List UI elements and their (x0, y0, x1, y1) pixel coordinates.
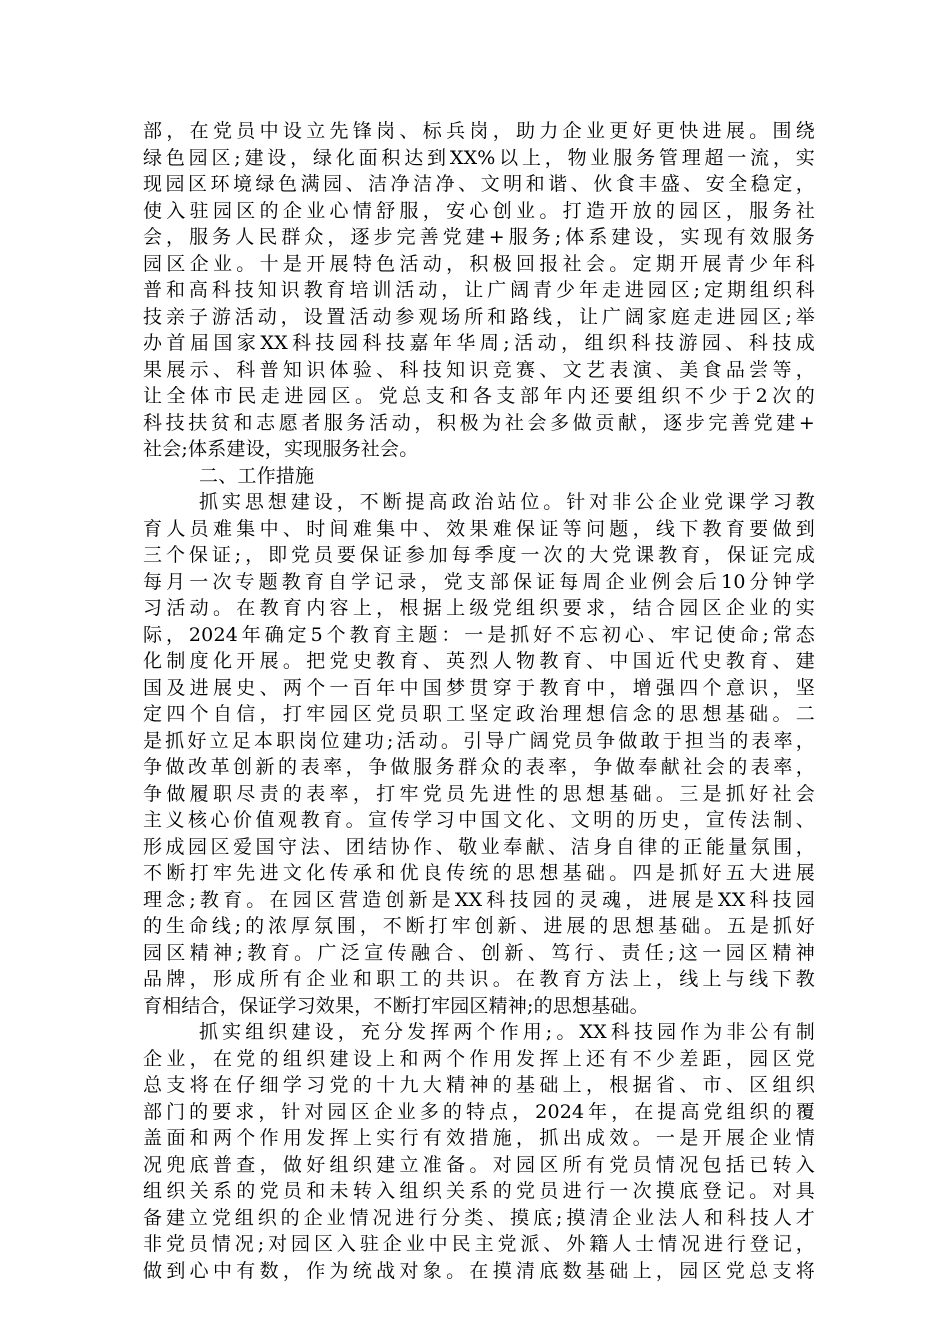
text-line: 让全体市民走进园区。党总支和各支部年内还要组织不少于2次的 (143, 385, 815, 407)
text-line: 际，2024年确定5个教育主题：一是抓好不忘初心、牢记使命;常态 (143, 623, 815, 646)
text-line: 形成园区爱国守法、团结协作、敬业奉献、洁身自律的正能量氛围， (143, 835, 815, 858)
text-line: 普和高科技知识教育培训活动，让广阔青少年走进园区;定期组织科 (143, 279, 815, 301)
text-line: 习活动。在教育内容上，根据上级党组织要求，结合园区企业的实 (143, 597, 815, 619)
text-line: 部门的要求，针对园区企业多的特点，2024年，在提高党组织的覆 (143, 1100, 815, 1123)
text-line: 育相结合，保证学习效果，不断打牢园区精神;的思想基础。 (143, 994, 649, 1017)
text-line: 国及进展史、两个一百年中国梦贯穿于教育中，增强四个意识，坚 (143, 676, 815, 699)
text-line: 每月一次专题教育自学记录，党支部保证每周企业例会后10分钟学 (143, 570, 815, 593)
text-line: 部，在党员中设立先锋岗、标兵岗，助力企业更好更快进展。围绕 (143, 120, 815, 142)
text-line: 定四个自信，打牢园区党员职工坚定政治理想信念的思想基础。二 (143, 703, 815, 725)
text-line: 非党员情况;对园区入驻企业中民主党派、外籍人士情况进行登记， (143, 1233, 815, 1255)
text-line: 抓实组织建设，充分发挥两个作用;。XX科技园作为非公有制 (199, 1021, 815, 1043)
text-line: 现园区环境绿色满园、洁净洁净、文明和谐、伙食丰盛、安全稳定， (143, 173, 815, 195)
text-line: 组织关系的党员和未转入组织关系的党员进行一次摸底登记。对具 (143, 1180, 815, 1202)
text-line: 育人员难集中、时间难集中、效果难保证等问题，线下教育要做到 (143, 517, 815, 540)
text-line: 争做履职尽责的表率，打牢党员先进性的思想基础。三是抓好社会 (143, 782, 815, 805)
text-line: 况兜底普查，做好组织建立准备。对园区所有党员情况包括已转入 (143, 1153, 815, 1176)
text-line: 盖面和两个作用发挥上实行有效措施，抓出成效。一是开展企业情 (143, 1127, 815, 1149)
text-line: 争做改革创新的表率，争做服务群众的表率，争做奉献社会的表率， (143, 756, 815, 778)
text-line: 办首届国家XX科技园科技嘉年华周;活动，组织科技游园、科技成 (143, 332, 815, 354)
text-line: 做到心中有数，作为统战对象。在摸清底数基础上，园区党总支将 (143, 1259, 815, 1282)
text-line: 园区精神;教育。广泛宣传融合、创新、笃行、责任;这一园区精神 (143, 941, 815, 964)
text-line: 品牌，形成所有企业和职工的共识。在教育方法上，线上与线下教 (143, 968, 815, 990)
text-line: 园区企业。十是开展特色活动，积极回报社会。定期开展青少年科 (143, 252, 815, 275)
section-heading: 二、工作措施 (199, 464, 315, 487)
text-line: 果展示、科普知识体验、科技知识竞赛、文艺表演、美食品尝等， (143, 358, 815, 381)
text-line: 绿色园区;建设，绿化面积达到XX%以上，物业服务管理超一流，实 (143, 146, 815, 169)
text-line: 化制度化开展。把党史教育、英烈人物教育、中国近代史教育、建 (143, 650, 815, 672)
text-line: 三个保证;，即党员要保证参加每季度一次的大党课教育，保证完成 (143, 544, 815, 566)
text-line: 技亲子游活动，设置活动参观场所和路线，让广阔家庭走进园区;举 (143, 305, 815, 328)
text-line: 不断打牢先进文化传承和优良传统的思想基础。四是抓好五大进展 (143, 862, 815, 884)
text-line: 理念;教育。在园区营造创新是XX科技园的灵魂，进展是XX科技园 (143, 888, 815, 911)
text-line: 会，服务人民群众，逐步完善党建+服务;体系建设，实现有效服务 (143, 226, 815, 248)
text-line: 使入驻园区的企业心情舒服，安心创业。打造开放的园区，服务社 (143, 199, 815, 222)
text-line: 企业，在党的组织建设上和两个作用发挥上还有不少差距，园区党 (143, 1047, 815, 1070)
text-line: 社会;体系建设，实现服务社会。 (143, 438, 419, 460)
text-line: 主义核心价值观教育。宣传学习中国文化、文明的历史，宣传法制、 (143, 809, 815, 831)
text-line: 抓实思想建设，不断提高政治站位。针对非公企业党课学习教 (199, 491, 815, 513)
text-line: 的生命线;的浓厚氛围，不断打牢创新、进展的思想基础。五是抓好 (143, 915, 815, 937)
text-line: 备建立党组织的企业情况进行分类、摸底;摸清企业法人和科技人才 (143, 1206, 815, 1229)
text-line: 科技扶贫和志愿者服务活动，积极为社会多做贡献，逐步完善党建+ (143, 411, 815, 434)
document-body (143, 118, 815, 1284)
text-line: 是抓好立足本职岗位建功;活动。引导广阔党员争做敢于担当的表率， (143, 729, 815, 752)
text-line: 总支将在仔细学习党的十九大精神的基础上，根据省、市、区组织 (143, 1074, 815, 1096)
